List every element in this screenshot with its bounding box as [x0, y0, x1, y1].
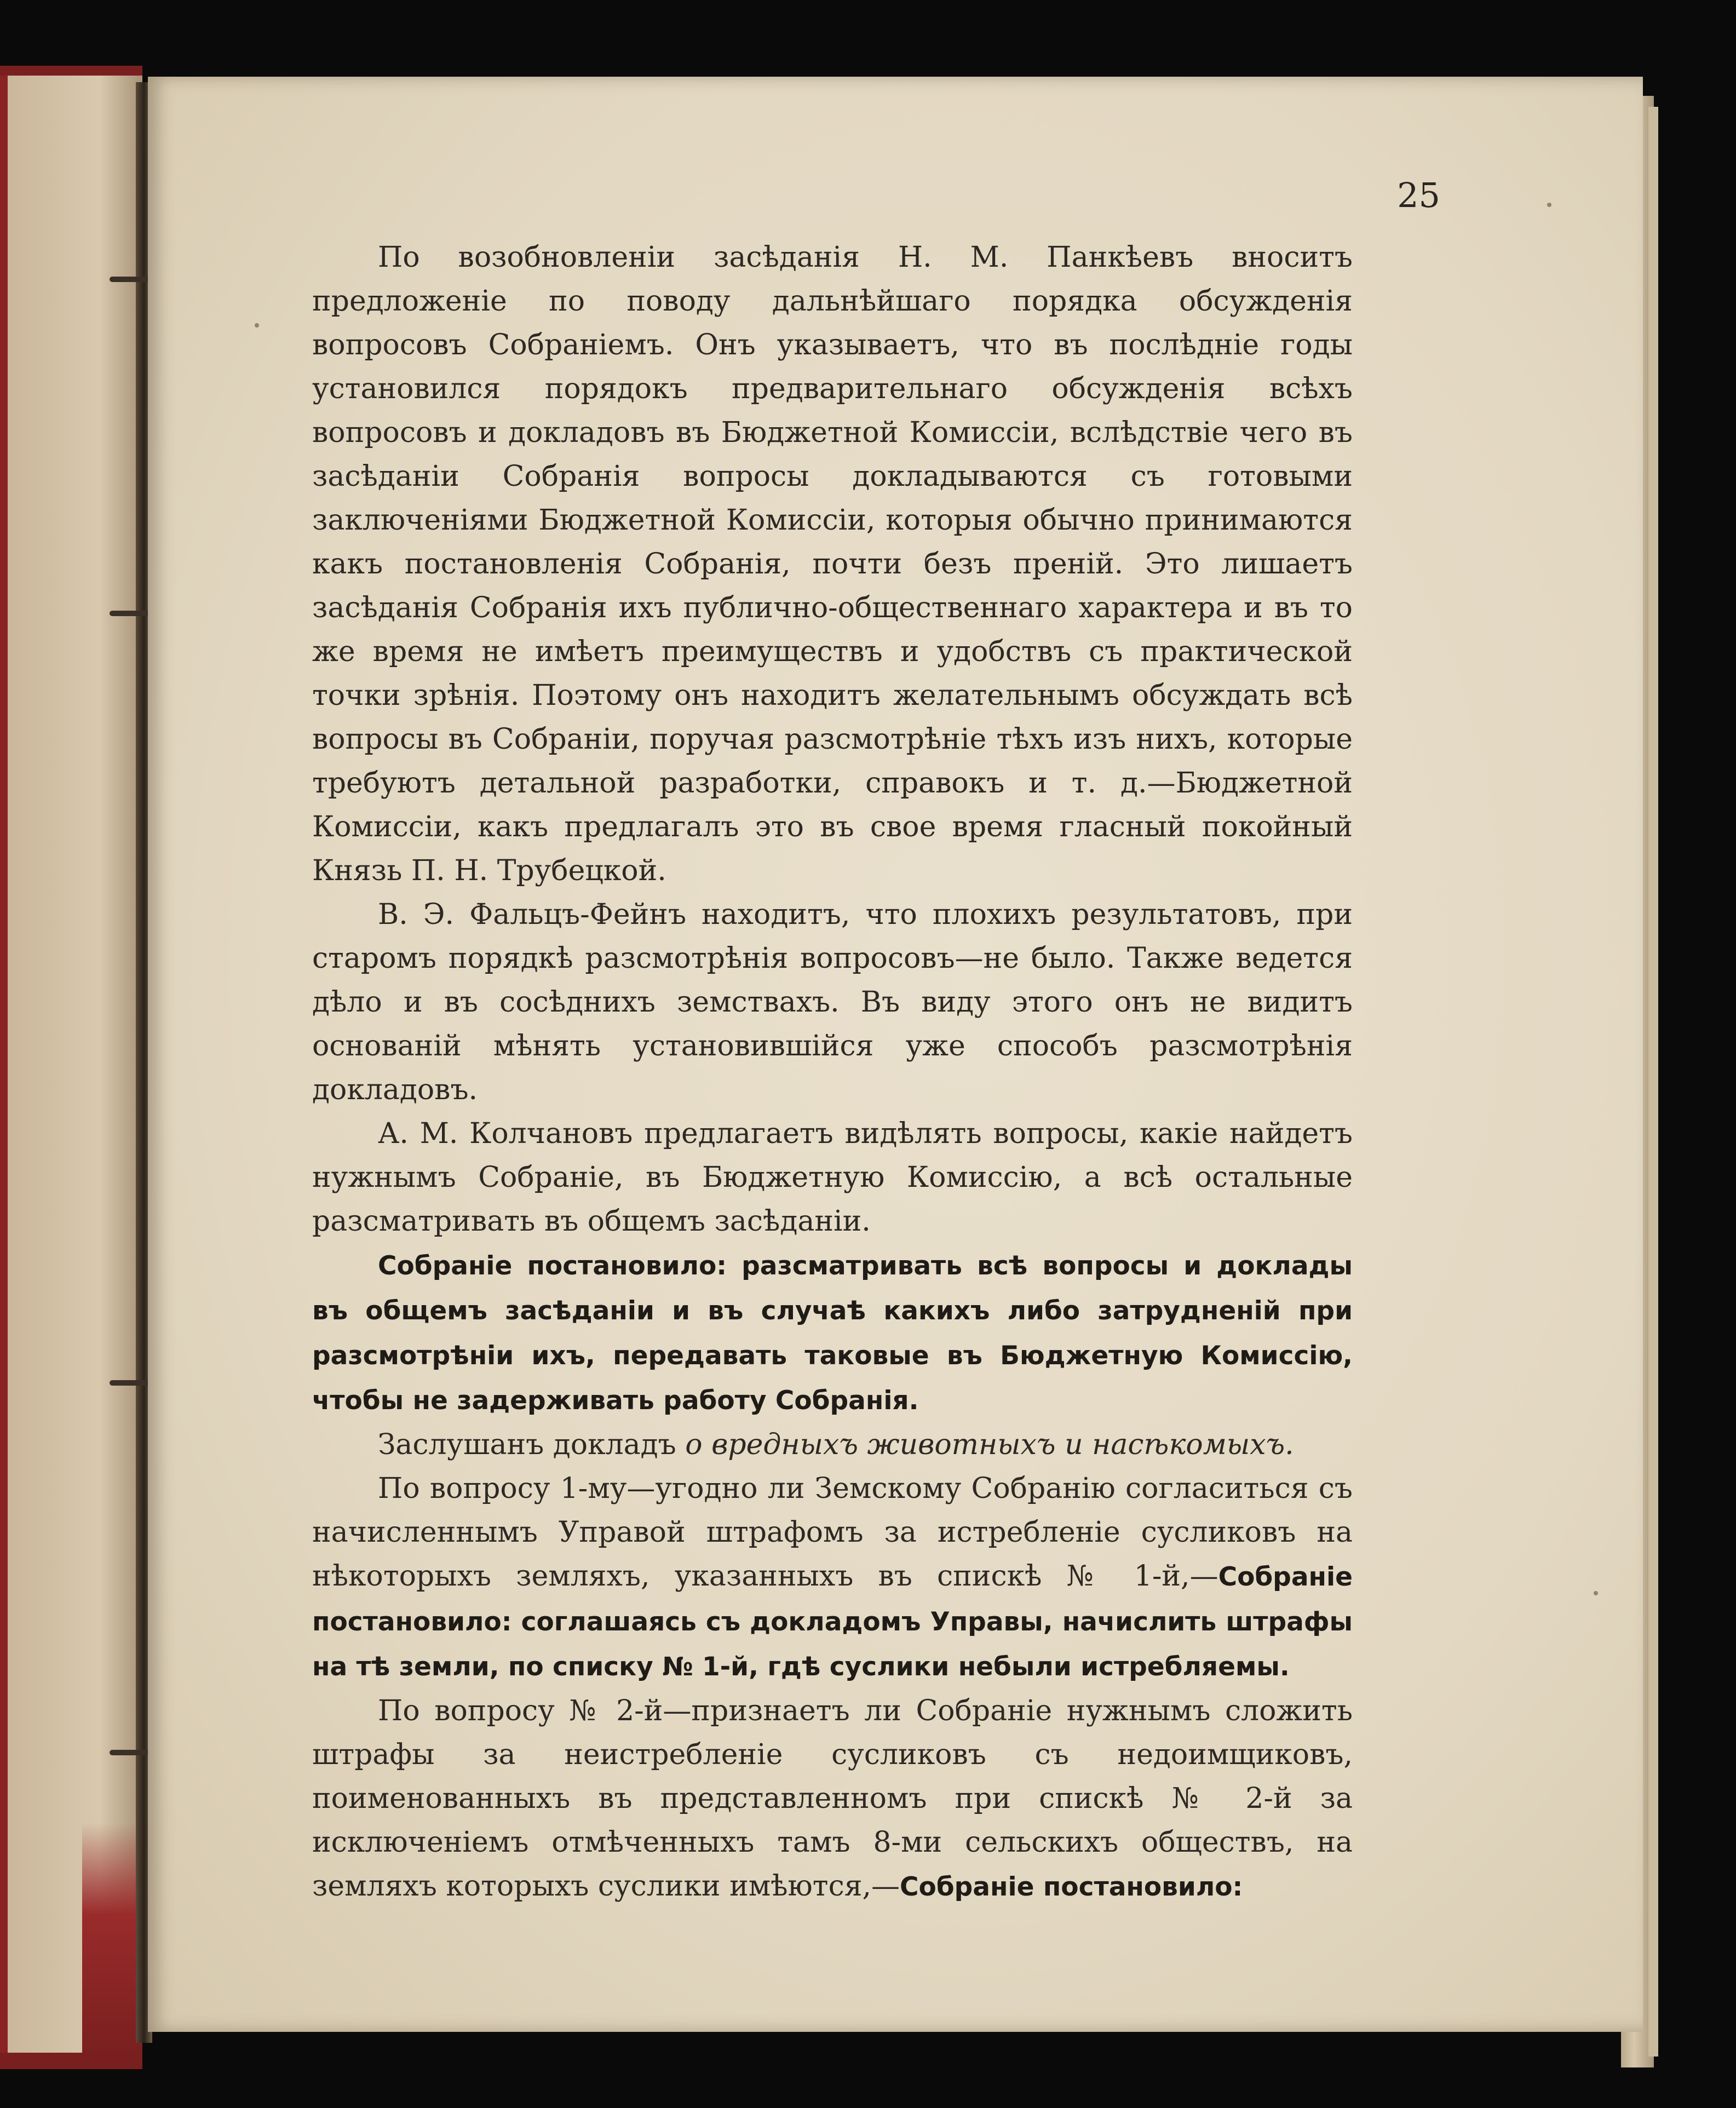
body-text: Заслушанъ докладъ [378, 1428, 686, 1461]
red-binding-edge [0, 76, 8, 2053]
body-text: По вопросу № 2-й—признаетъ ли Собраніе нужнымъ сложить штрафы за неистребленіе сусликовъ съ недоимщиковъ, поименованныхъ въ представленномъ при спискѣ № 2-й за исключеніемъ отмѣченныхъ тамъ 8-ми сельскихъ обществъ, на земляхъ которыхъ суслики имѣются,— [312, 1695, 1353, 1903]
resolution-text: Собраніе постановило: разсматривать всѣ вопросы и доклады въ общемъ засѣданіи и въ случаѣ какихъ либо затрудненій при разсмотрѣніи ихъ, передавать таковые въ Бюджетную Комиссію, чтобы не задерживать работу Собранія. [312, 1251, 1353, 1416]
page-number: 25 [1397, 175, 1440, 215]
resolution-text: Собраніе постановило: [900, 1872, 1243, 1902]
paragraph [312, 1112, 1353, 1243]
paper-speck [1594, 1591, 1598, 1595]
body-text: По возобновленіи засѣданія Н. М. Панкѣевъ вноситъ предложеніе по поводу дальнѣйшаго порядка обсужденія вопросовъ Собраніемъ. Онъ указываетъ, что въ послѣдніе годы установился порядокъ предварительнаго обсужденія всѣхъ вопросовъ и докладовъ въ Бюджетной Комиссіи, вслѣдствіе чего въ засѣданіи Собранія вопросы докладываются съ готовыми заключеніями Бюджетной Комиссіи, которыя обычно принимаются какъ постановленія Собранія, почти безъ преній. Это лишаетъ засѣданія Собранія ихъ публично-общественнаго характера и въ то же время не имѣетъ преимуществъ и удобствъ съ практической точки зрѣнія. Поэтому онъ находитъ желательнымъ обсуждать всѣ вопросы въ Собраніи, поручая разсмотрѣніе тѣхъ изъ нихъ, которые требуютъ детальной разработки, справокъ и т. д.—Бюджетной Комиссіи, какъ предлагалъ это въ свое время гласный покойный Князь П. Н. Трубецкой. [312, 241, 1353, 887]
paragraph [312, 1689, 1353, 1909]
red-binding-corner [82, 1823, 142, 2053]
body-text: А. М. Колчановъ предлагаетъ видѣлять вопросы, какіе найдетъ нужнымъ Собраніе, въ Бюджетную Комиссію, а всѣ остальные разсматривать въ общемъ засѣданіи. [312, 1117, 1353, 1238]
resolution-text: Собраніе постановило: соглашаясь съ докладомъ Управы, начислить штрафы на тѣ земли, по списку № 1-й, гдѣ суслики небыли истребляемы. [312, 1562, 1353, 1682]
paragraph [312, 893, 1353, 1112]
body-text: В. Э. Фальцъ-Фейнъ находитъ, что плохихъ результатовъ, при старомъ порядкѣ разсмотрѣнія вопросовъ—не было. Также ведется дѣло и въ сосѣднихъ земствахъ. Въ виду этого онъ не видитъ основаній мѣнять установившійся уже способъ разсмотрѣнія докладовъ. [312, 898, 1353, 1106]
paragraph [312, 1467, 1353, 1689]
italic-text: о вредныхъ животныхъ и насѣкомыхъ. [685, 1428, 1294, 1461]
paper-speck [255, 323, 259, 328]
paragraph [312, 1243, 1353, 1423]
page-text [312, 236, 1353, 1909]
page-stack-edge-inner [1648, 107, 1658, 2057]
book-page [148, 77, 1643, 2032]
body-text: По вопросу 1-му—угодно ли Земскому Собранію согласиться съ начисленнымъ Управой штрафомъ за истребленіе сусликовъ на нѣкоторыхъ земляхъ, указанныхъ въ спискѣ № 1-й,— [312, 1472, 1353, 1593]
paragraph [312, 1423, 1353, 1467]
previous-page-edge [0, 66, 142, 2069]
paper-speck [1547, 203, 1551, 207]
paragraph [312, 236, 1353, 893]
